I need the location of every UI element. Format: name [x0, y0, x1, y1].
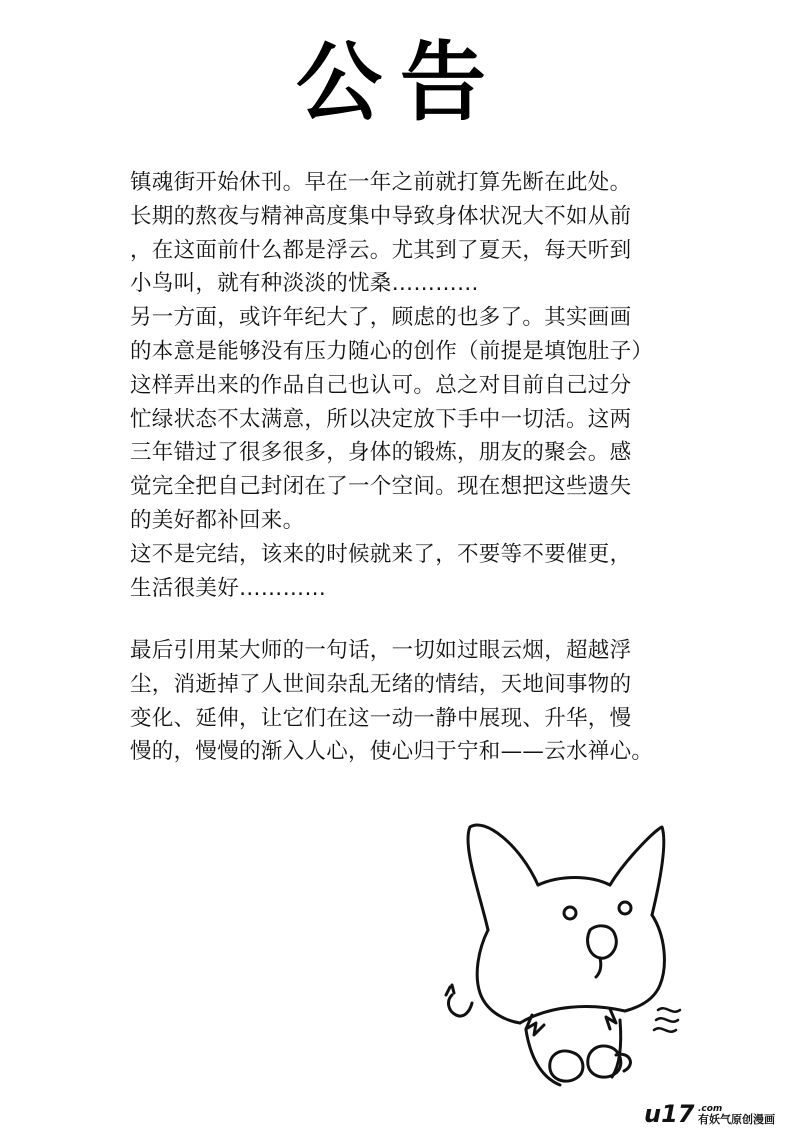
text-line: 三年错过了很多很多，身体的锻炼，朋友的聚会。感 — [130, 440, 632, 466]
announcement-paragraph-2 — [130, 634, 730, 769]
text-line: 的本意是能够没有压力随心的创作（前提是填饱肚子） — [130, 338, 654, 364]
u17-logo — [642, 1100, 792, 1126]
text-line: 变化、延伸，让它们在这一动一静中展现、升华，慢 — [130, 705, 632, 731]
text-line: 长期的熬夜与精神高度集中导致身体状况大不如从前 — [130, 203, 632, 229]
page-title: 公告 — [296, 32, 504, 133]
text-line: 尘，消逝掉了人世间杂乱无绪的情结，天地间事物的 — [130, 671, 632, 697]
text-line: 最后引用某大师的一句话，一切如过眼云烟，超越浮 — [130, 638, 632, 663]
text-line: 这不是完结，该来的时候就来了，不要等不要催更， — [130, 541, 632, 567]
announcement-paragraph-1 — [130, 166, 730, 605]
cartoon-creature-illustration — [440, 815, 700, 1100]
text-line: ，在这面前什么都是浮云。尤其到了夏天，每天听到 — [130, 237, 632, 263]
text-line: 另一方面，或许年纪大了，顾虑的也多了。其实画画 — [130, 305, 632, 331]
text-line: 镇魂街开始休刊。早在一年之前就打算先断在此处。 — [130, 170, 632, 195]
text-line: 这样弄出来的作品自己也认可。总之对目前自己过分 — [130, 372, 632, 398]
logo-main-text: u17 — [644, 1100, 695, 1126]
logo-tagline-text: 有妖气原创漫画 — [698, 1113, 775, 1126]
text-line: 觉完全把自己封闭在了一个空间。现在想把这些遗失 — [130, 474, 632, 500]
text-line: 生活很美好………… — [130, 575, 327, 601]
text-line: 忙绿状态不太满意，所以决定放下手中一切活。这两 — [130, 406, 632, 432]
text-line: 小鸟叫，就有种淡淡的忧桑………… — [130, 271, 479, 297]
text-line: 慢的，慢慢的渐入人心，使心归于宁和——云水禅心。 — [130, 739, 654, 765]
logo-domain-text: .com — [698, 1104, 723, 1114]
text-line: 的美好都补回来。 — [130, 507, 305, 533]
